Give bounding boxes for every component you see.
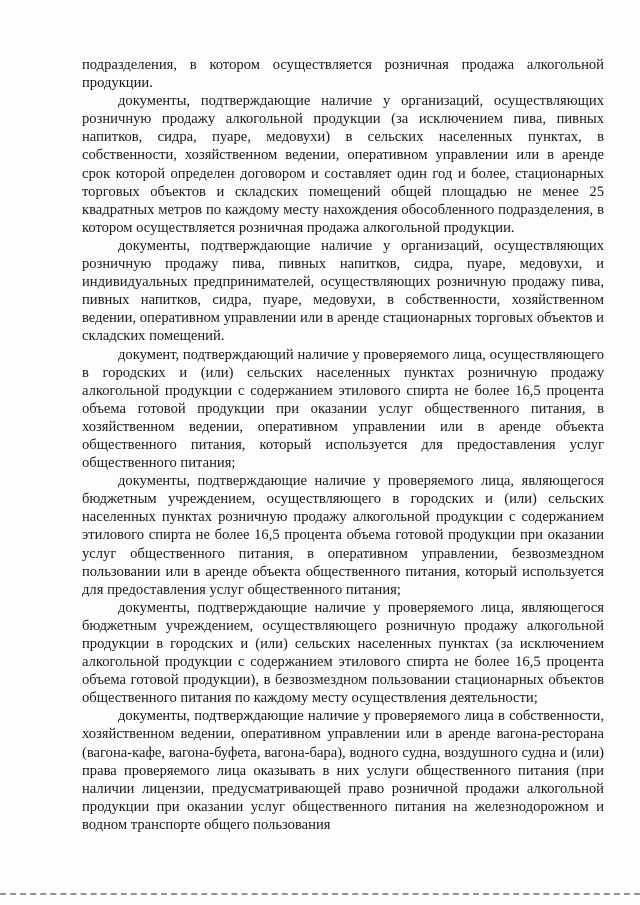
paragraph-6: документы, подтверждающие наличие у проверяемого лица, являющегося бюджетным учреждением, осуществляющего розничную продажу алкогольной продукции в городских и (или) сельских населенных пунктах (за исключением алкогольной продукции с содержанием этилового спирта не более 16,5 процента объема готовой продукции), в безвозмездном пользовании стационарных объектов общественного питания по каждому месту осуществления деятельности; bbox=[82, 599, 604, 707]
paragraph-5: документы, подтверждающие наличие у проверяемого лица, являющегося бюджетным учреждением, осуществляющего в городских и (или) сельских населенных пунктах розничную продажу алкогольной продукции с содержанием этилового спирта не более 16,5 процента объема готовой продукции при оказании услуг общественного питания, в оперативном управлении, безвозмездном пользовании или в аренде объекта общественного питания, который используется для предоставления услуг общественного питания; bbox=[82, 473, 604, 598]
paragraph-2: документы, подтверждающие наличие у организаций, осуществляющих розничную продажу алкогольной продукции (за исключением пива, пивных напитков, сидра, пуаре, медовухи) в сельских населенных пунктах, в собственности, хозяйственном ведении, оперативном управлении или в аренде срок которой определен договором и составляет один год и более, стационарных торговых объектов и складских помещений общей площадью не менее 25 квадратных метров по каждому месту нахождения обособленного подразделения, в котором осуществляется розничная продажа алкогольной продукции. bbox=[82, 93, 604, 236]
paragraph-4: документ, подтверждающий наличие у проверяемого лица, осуществляющего в городских и (или) сельских населенных пунктах розничную продажу алкогольной продукции с содержанием этилового спирта не более 16,5 процента объема готовой продукции при оказании услуг общественного питания, в хозяйственном ведении, оперативном управлении или в аренде объекта общественного питания, который используется для предоставления услуг общественного питания; bbox=[82, 346, 604, 472]
paragraph-3: документы, подтверждающие наличие у организаций, осуществляющих розничную продажу пива, пивных напитков, сидра, пуаре, медовухи, и индивидуальных предпринимателей, осуществляющих розничную продажу пива, пивных напитков, сидра, пуаре, медовухи, в собственности, хозяйственном ведении, оперативном управлении или в аренде стационарных торговых объектов и складских помещений. bbox=[82, 237, 604, 345]
document-body bbox=[82, 56, 604, 834]
footer-dashed-rule bbox=[0, 893, 640, 895]
paragraph-7: документы, подтверждающие наличие у проверяемого лица в собственности, хозяйственном ведении, оперативном управлении или в аренде вагона-ресторана (вагона-кафе, вагона-буфета, вагона-бара), водного судна, воздушного судна и (или) права проверяемого лица оказывать в них услуги общественного питания (при наличии лицензии, предусматривающей право розничной продажи алкогольной продукции при оказании услуг общественного питания на железнодорожном и водном транспорте общего пользования bbox=[82, 708, 604, 833]
paragraph-1: подразделения, в котором осуществляется розничная продажа алкогольной продукции. bbox=[82, 57, 604, 92]
